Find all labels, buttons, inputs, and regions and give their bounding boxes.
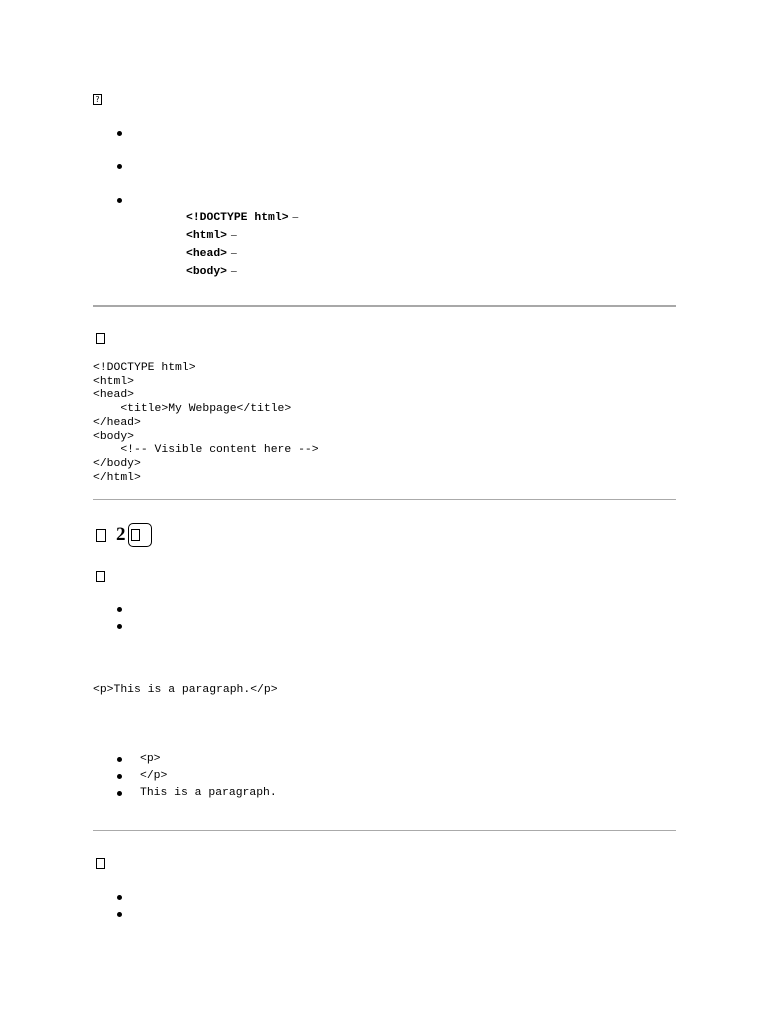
list-item: </p> xyxy=(140,770,168,782)
framed-box-icon xyxy=(128,523,152,547)
list-bullet xyxy=(117,131,122,136)
divider xyxy=(93,305,676,307)
paragraph-code-example: <p>This is a paragraph.</p> xyxy=(93,684,278,696)
html-tag-item: <html> – xyxy=(186,229,237,242)
head-tag-item: <head> – xyxy=(186,247,237,260)
list-bullet xyxy=(117,164,122,169)
heading-number: 2 xyxy=(116,524,126,545)
html-boilerplate-code: <!DOCTYPE html> <html> <head> <title>My Webpage</title> </head> <body> <!-- Visible content here --> </body> </html> xyxy=(93,362,319,484)
body-tag-item: <body> – xyxy=(186,265,237,278)
doctype-tag-item: <!DOCTYPE html> – xyxy=(186,211,299,224)
box-char-icon xyxy=(96,529,106,542)
box-char-icon xyxy=(96,569,105,587)
list-bullet xyxy=(117,895,122,900)
doc-structure-list xyxy=(186,209,298,281)
divider xyxy=(93,830,676,831)
list-bullet xyxy=(117,757,122,762)
section-heading xyxy=(96,523,152,547)
list-bullet xyxy=(117,912,122,917)
list-bullet xyxy=(117,791,122,796)
list-bullet xyxy=(117,774,122,779)
list-item: This is a paragraph. xyxy=(140,787,277,799)
list-bullet xyxy=(117,607,122,612)
box-char-icon xyxy=(96,856,105,874)
divider xyxy=(93,499,676,500)
unknown-char-icon: ? xyxy=(93,92,102,105)
list-bullet xyxy=(117,198,122,203)
list-item: <p> xyxy=(140,753,161,765)
box-char-icon xyxy=(96,331,105,349)
list-bullet xyxy=(117,624,122,629)
